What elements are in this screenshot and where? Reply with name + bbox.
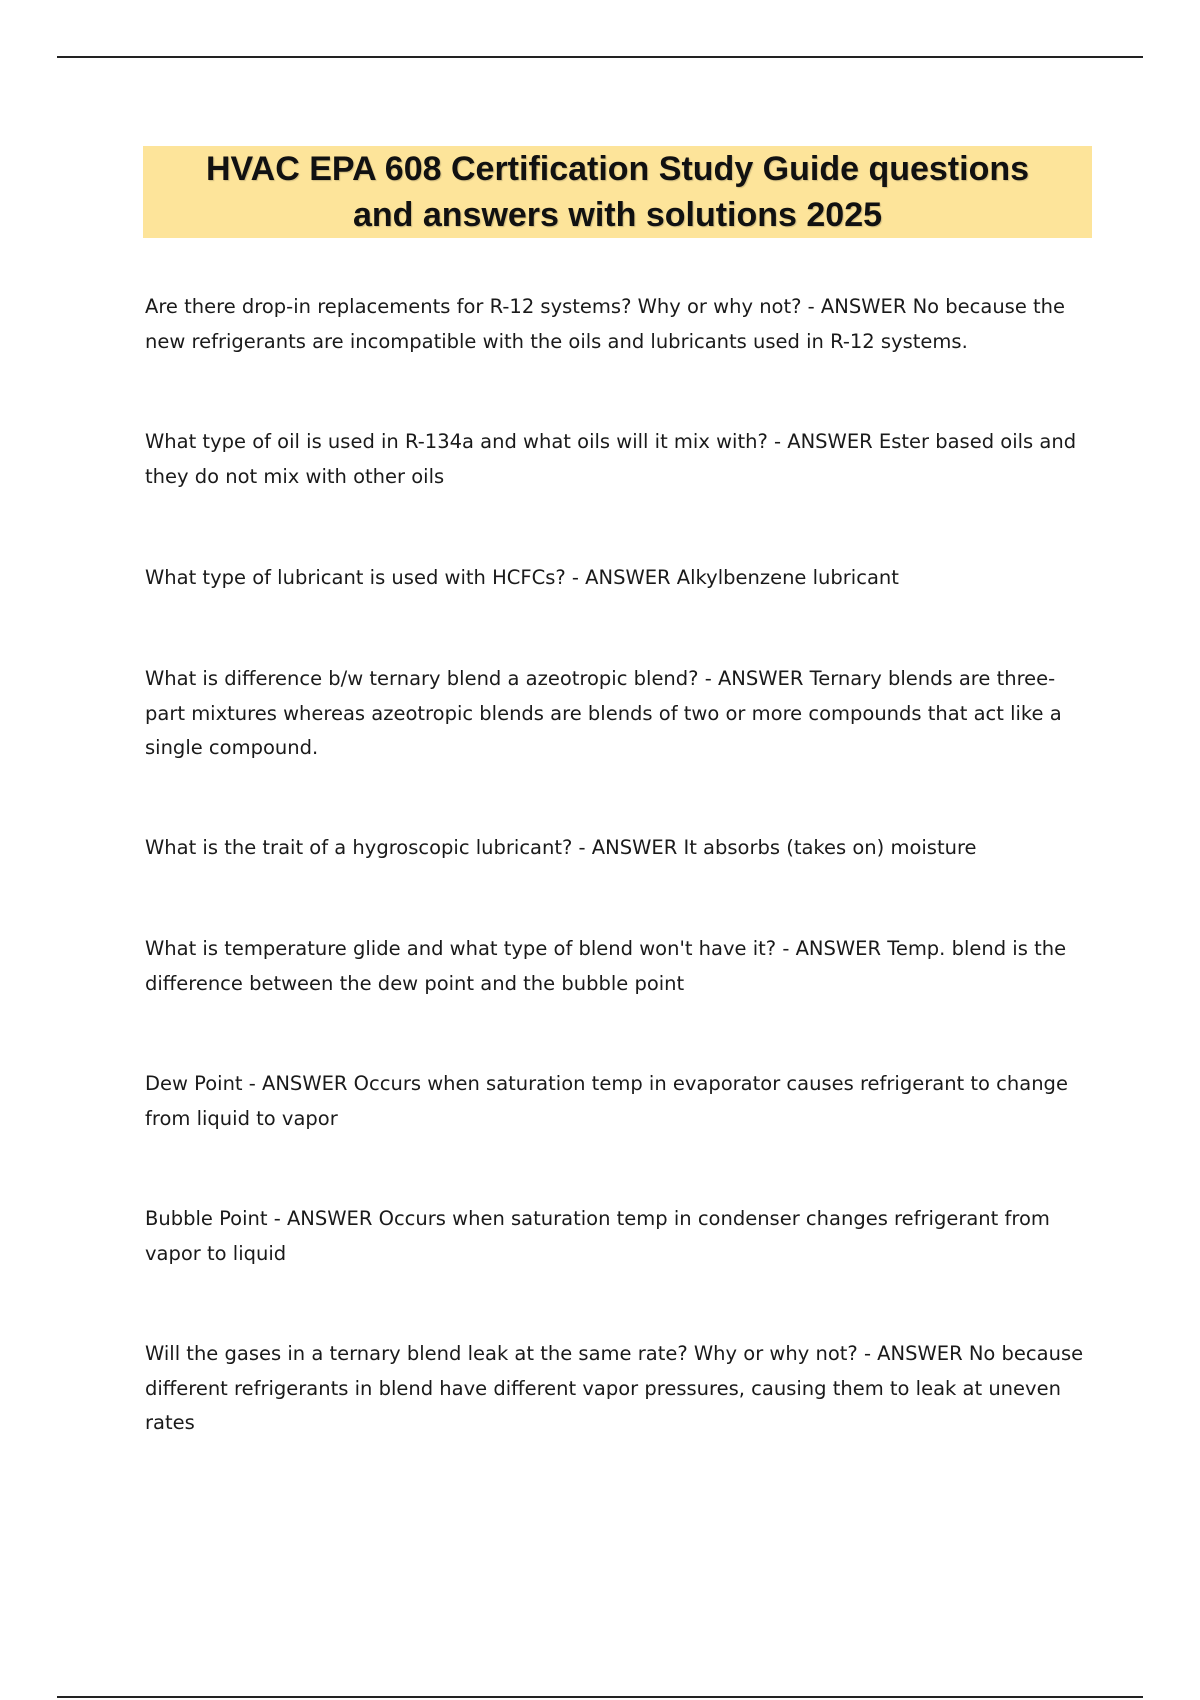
qa-item: What type of oil is used in R-134a and what oils will it mix with? - ANSWER Ester based oils and they do not mix with other oils [145,430,1077,488]
top-rule [57,56,1143,58]
title-line-2: and answers with solutions 2025 [352,196,883,234]
qa-item: Bubble Point - ANSWER Occurs when saturation temp in condenser changes refrigerant from vapor to liquid [145,1207,1050,1265]
title-line-1: HVAC EPA 608 Certification Study Guide questions [205,150,1030,188]
document-title [186,146,1049,238]
qa-item: Will the gases in a ternary blend leak at the same rate? Why or why not? - ANSWER No because different refrigerants in blend have different vapor pressures, causing them to leak at uneven rates [145,1342,1084,1434]
bottom-rule [57,1696,1143,1698]
qa-item: What type of lubricant is used with HCFCs? - ANSWER Alkylbenzene lubricant [145,566,899,589]
qa-item: What is the trait of a hygroscopic lubricant? - ANSWER It absorbs (takes on) moisture [145,836,977,859]
qa-item: Are there drop-in replacements for R-12 systems? Why or why not? - ANSWER No because the new refrigerants are incompatible with the oils and lubricants used in R-12 systems. [145,295,1066,353]
qa-item: Dew Point - ANSWER Occurs when saturation temp in evaporator causes refrigerant to change from liquid to vapor [145,1072,1068,1130]
qa-item: What is difference b/w ternary blend a azeotropic blend? - ANSWER Ternary blends are three-part mixtures whereas azeotropic blends are blends of two or more compounds that act like a single compound. [145,667,1062,759]
qa-item: What is temperature glide and what type of blend won't have it? - ANSWER Temp. blend is the difference between the dew point and the bubble point [145,937,1067,995]
title-banner [143,146,1092,238]
